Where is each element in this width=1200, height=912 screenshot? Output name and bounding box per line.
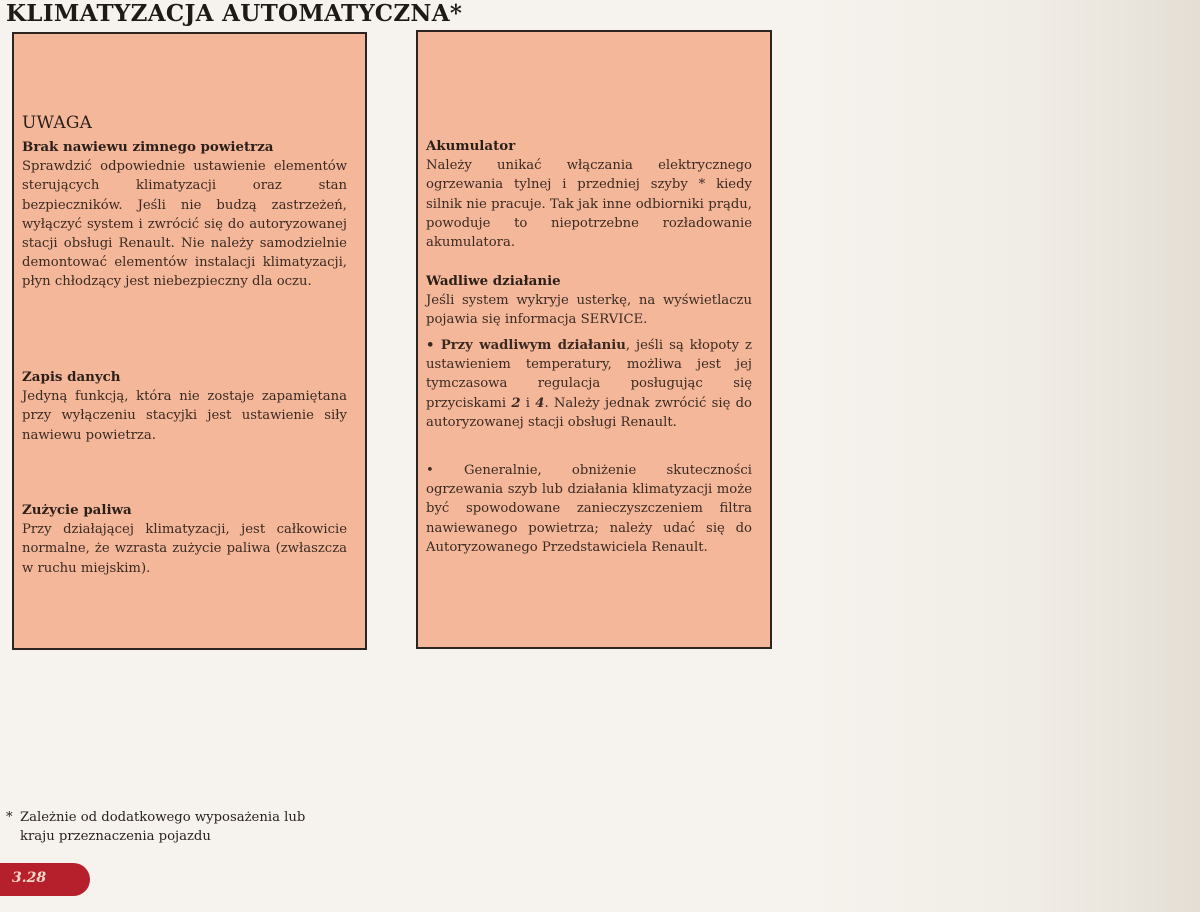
section-text: Jeśli system wykryje usterkę, na wyświetlaczu pojawia się informacja SERVICE.: [426, 293, 752, 328]
bullet-text: • Generalnie, obniżenie skuteczności ogrzewania szyb lub działania klimatyzacji może być spowodowane zanieczyszczeniem filtra nawiewanego powietrza; należy udać się do Autoryzowanego Przedstawiciela Renault.: [426, 463, 752, 555]
section-data-memory: [22, 368, 347, 445]
section-title: Akumulator: [426, 138, 516, 154]
info-box: [416, 30, 772, 649]
bullet-text: i: [520, 395, 536, 411]
section-text: Należy unikać włączania elektrycznego ogrzewania tylnej i przedniej szyby * kiedy silnik nie pracuje. Tak jak inne odbiorniki prądu, powoduje to niepotrzebne rozładowanie akumulatora.: [426, 158, 752, 251]
bullet-filter: [426, 461, 752, 557]
section-fuel-consumption: [22, 501, 347, 578]
page-number: 3.28: [12, 870, 47, 886]
section-text: Jedyną funkcją, która nie zostaje zapamiętana przy wyłączeniu stacyjki jest ustawienie siły nawiewu powietrza.: [22, 389, 347, 443]
page-number-tab: [0, 863, 90, 896]
warning-heading: UWAGA: [22, 113, 93, 133]
bullet-text: , jeśli są kłopoty z ustawieniem temperatury, możliwa jest jej tymczasowa regulacja posługując się przyciskami: [426, 338, 752, 411]
bullet-text: . Należy jednak zwrócić się do autoryzowanej stacji obsługi Renault.: [426, 395, 752, 430]
section-battery: [426, 137, 752, 252]
section-text: Przy działającej klimatyzacji, jest całkowicie normalne, że wzrasta zużycie paliwa (zwłaszcza w ruchu miejskim).: [22, 522, 347, 576]
bullet-malfunction: [426, 336, 752, 432]
footnote: [6, 808, 376, 846]
footnote-marker: *: [6, 810, 13, 825]
bullet-lead: • Przy wadliwym działaniu: [426, 338, 626, 353]
section-text: Sprawdzić odpowiednie ustawienie elementów sterujących klimatyzacji oraz stan bezpieczników. Jeśli nie budzą zastrzeżeń, wyłączyć system i zwrócić się do autoryzowanej stacji obsługi Renault. Nie należy samodzielnie demontować elementów instalacji klimatyzacji, płyn chłodzący jest niebezpieczny dla oczu.: [22, 159, 347, 290]
section-no-cold-air: [22, 138, 347, 292]
footnote-line: kraju przeznaczenia pojazdu: [20, 829, 211, 844]
footnote-line: Zależnie od dodatkowego wyposażenia lub: [20, 810, 306, 825]
section-title: Brak nawiewu zimnego powietrza: [22, 139, 274, 155]
button-number: 2: [511, 395, 521, 411]
section-title: Wadliwe działanie: [426, 273, 561, 289]
page-bleed-shadow: [800, 0, 1200, 912]
page-title: KLIMATYZACJA AUTOMATYCZNA*: [6, 0, 463, 27]
section-title: Zużycie paliwa: [22, 502, 132, 518]
section-malfunction: [426, 272, 752, 330]
button-number: 4: [535, 395, 545, 411]
warning-box: [12, 32, 367, 650]
section-title: Zapis danych: [22, 369, 121, 385]
